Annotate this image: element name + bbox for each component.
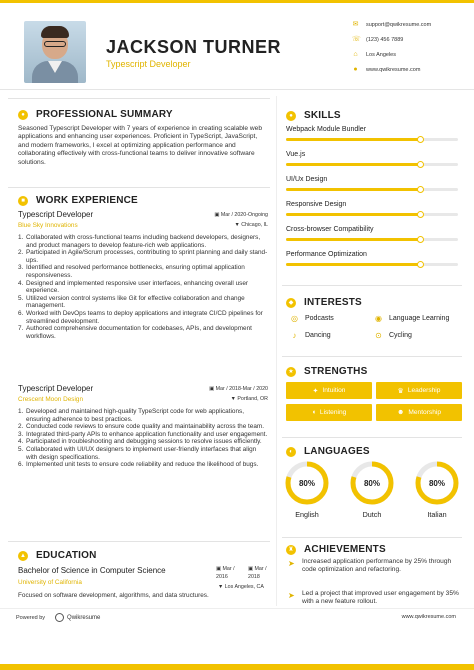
section-rule <box>8 187 270 188</box>
language-ring <box>414 460 460 506</box>
skill-bar-fill <box>286 263 420 266</box>
interests-list <box>290 314 460 340</box>
calendar-icon: ▣ <box>248 566 255 572</box>
language-item <box>282 460 332 519</box>
list-item: 5. Collaborated with UI/UX designers to implement user-friendly interfaces that align with design specifications. <box>18 445 257 461</box>
intuition-icon: ✦ <box>312 387 319 395</box>
skill-bar-knob <box>417 236 424 243</box>
listening-icon: ◖ <box>311 409 316 416</box>
column-divider <box>276 96 277 606</box>
skill-bar-knob <box>417 211 424 218</box>
section-rule <box>282 537 462 538</box>
skills-icon: ● <box>286 111 296 121</box>
phone-icon: ☏ <box>352 36 361 43</box>
contact-location: ⌂ Los Angeles <box>353 51 396 58</box>
bottom-accent-bar <box>0 664 474 670</box>
summary-text: Seasoned Typescript Developer with 7 years of experience in creating scalable web applications and enhancing user experiences. Proficient in TypeScript, JavaScript, and modern frameworks, I excel at optimizing application performance and collaborating effectively with cross-functional teams to deliver innovative software solutions. <box>18 125 262 166</box>
footer-divider <box>0 608 474 609</box>
calendar-icon: ▣ <box>209 386 216 392</box>
contact-phone[interactable]: ☏ (123) 456 7889 <box>352 36 404 43</box>
language-item <box>412 460 462 519</box>
section-rule <box>8 98 270 99</box>
skill-bar <box>286 138 458 141</box>
skill-bar-fill <box>286 163 420 166</box>
list-item: 2. Participated in Agile/Scrum processes, contributing to sprint planning and daily stand-ups. <box>18 249 268 264</box>
language-item <box>347 460 397 519</box>
achievements-heading: ♜ ACHIEVEMENTS <box>286 544 386 555</box>
list-item: 1. Developed and maintained high-quality TypeScript code for web applications, ensuring adherence to best practices. <box>18 408 245 423</box>
section-rule <box>8 541 270 542</box>
education-end-date: ▣ Mar / 2018 ▼ Los Angeles, CA <box>218 566 267 590</box>
language-name: English <box>295 510 319 519</box>
language-ring <box>284 460 330 506</box>
skill-item <box>286 151 458 176</box>
skill-bar <box>286 213 458 216</box>
language-percent: 80% <box>428 479 446 488</box>
skill-label: Cross-browser Compatibility <box>286 226 374 233</box>
resume-header <box>0 3 474 89</box>
interest-item: ◉ Language Learning <box>375 314 450 323</box>
job-bullets <box>18 408 268 469</box>
degree: Bachelor of Science in Computer Science <box>18 566 166 575</box>
skill-item <box>286 226 458 251</box>
interests-heading: ◆ INTERESTS <box>286 297 362 308</box>
list-item: 2. Conducted code reviews to ensure code quality and maintainability across the team. <box>18 423 265 431</box>
contact-email[interactable]: ✉ support@qwikresume.com <box>352 21 432 28</box>
skill-bar-knob <box>417 261 424 268</box>
graduation-cap-icon: ▲ <box>18 551 28 561</box>
section-rule <box>282 356 462 357</box>
languages-list <box>282 460 462 519</box>
job-meta: ▣ Mar / 2018-Mar / 2020 ▼ Portland, OR <box>209 386 268 402</box>
location-pin-icon: ▼ <box>230 396 238 402</box>
skill-item <box>286 251 458 276</box>
interest-item: ◎ Podcasts <box>291 314 334 323</box>
globe-icon: ● <box>353 66 358 73</box>
job-meta: ▣ Mar / 2020-Ongoing ▼ Chicago, IL <box>214 212 268 228</box>
skill-bar <box>286 163 458 166</box>
experience-heading: ■ WORK EXPERIENCE <box>18 195 138 206</box>
calendar-icon: ▣ <box>214 212 221 218</box>
mentorship-icon: ☻ <box>397 409 405 416</box>
location-pin-icon: ▼ <box>218 584 225 590</box>
skills-heading: ● SKILLS <box>286 110 341 121</box>
list-item: 4. Participated in troubleshooting and debugging sessions to resolve issues efficiently. <box>18 438 262 446</box>
header-divider <box>0 89 474 90</box>
strength-badge: ✦ Intuition <box>286 382 372 399</box>
strength-badge: ♛ Leadership <box>376 382 462 399</box>
list-item: 7. Authored comprehensive documentation for codebases, APIs, and development workflows. <box>18 325 252 340</box>
language-icon: ◉ <box>375 314 382 323</box>
skill-item <box>286 126 458 151</box>
education-entry <box>18 566 268 599</box>
language-percent: 80% <box>298 479 316 488</box>
job-company: Blue Sky Innovations <box>18 222 78 229</box>
candidate-name: JACKSON TURNER <box>106 37 282 57</box>
education-start-date: ▣ Mar / 2016 <box>216 566 235 580</box>
footer-powered-by: Powered by Qwikresume <box>16 614 101 621</box>
skill-label: Webpack Module Bundler <box>286 126 367 133</box>
interest-item: ⊙ Cycling <box>375 331 412 340</box>
school: University of California <box>18 578 82 586</box>
job-company: Crescent Moon Design <box>18 396 84 403</box>
strengths-icon: ★ <box>286 367 296 377</box>
candidate-title: Typescript Developer <box>106 59 191 69</box>
skill-bar <box>286 188 458 191</box>
footer-url[interactable]: www.qwikresume.com <box>401 614 456 620</box>
podcast-icon: ◎ <box>291 314 298 323</box>
skill-bar <box>286 263 458 266</box>
skill-label: Vue.js <box>286 151 306 158</box>
interest-item: ♪ Dancing <box>290 331 374 340</box>
language-percent: 80% <box>363 479 381 488</box>
language-ring <box>349 460 395 506</box>
qwikresume-logo-icon <box>55 613 64 622</box>
languages-icon: ◐ <box>286 447 296 457</box>
list-item: 3. Integrated third-party APIs to enhance application functionality and user engagement. <box>18 430 268 438</box>
job-entry-1 <box>18 210 268 340</box>
skill-label: UI/Ux Design <box>286 176 328 183</box>
profile-photo <box>24 21 86 83</box>
leadership-icon: ♛ <box>397 387 404 395</box>
skill-item <box>286 201 458 226</box>
skill-bar <box>286 238 458 241</box>
strengths-list <box>286 382 462 421</box>
achievement-item: ➤ Led a project that improved user engagement by 35% with a new feature rollout. <box>288 590 459 605</box>
skill-label: Responsive Design <box>286 201 347 208</box>
location-icon: ⌂ <box>353 51 358 58</box>
calendar-icon: ▣ <box>216 566 223 572</box>
skill-bar-fill <box>286 238 420 241</box>
contact-website[interactable]: ● www.qwikresume.com <box>353 66 421 73</box>
briefcase-icon: ■ <box>18 196 28 206</box>
skill-bar-knob <box>417 136 424 143</box>
dancing-icon: ♪ <box>292 331 297 340</box>
section-rule <box>282 285 462 286</box>
rocket-icon: ➤ <box>288 591 295 600</box>
job-title: Typescript Developer <box>18 210 94 219</box>
job-title: Typescript Developer <box>18 384 94 393</box>
interests-icon: ◆ <box>286 298 296 308</box>
list-item: 6. Implemented unit tests to ensure code reliability and reduce the likelihood of bugs. <box>18 461 259 469</box>
achievement-item: ➤ Increased application performance by 25% through code optimization and refactoring. <box>288 558 452 573</box>
skill-bar-fill <box>286 213 420 216</box>
trophy-icon: ♜ <box>286 545 296 555</box>
language-name: Italian <box>427 510 447 519</box>
strengths-heading: ★ STRENGTHS <box>286 366 367 377</box>
location-pin-icon: ▼ <box>234 222 242 228</box>
list-item: 1. Collaborated with cross-functional teams including backend developers, designers, and product managers to develop feature-rich web applications. <box>18 234 261 249</box>
skills-list <box>286 126 458 276</box>
skill-bar-fill <box>286 188 420 191</box>
languages-heading: ◐ LANGUAGES <box>286 446 370 457</box>
skill-item <box>286 176 458 201</box>
summary-icon: ● <box>18 110 28 120</box>
language-name: Dutch <box>362 510 382 519</box>
education-heading: ▲ EDUCATION <box>18 550 97 561</box>
cycling-icon: ⊙ <box>375 331 382 340</box>
skill-label: Performance Optimization <box>286 251 367 258</box>
list-item: 6. Worked with DevOps teams to deploy applications and integrate CI/CD pipelines for streamlined development. <box>18 309 263 325</box>
skill-bar-knob <box>417 186 424 193</box>
footer-brand[interactable]: Qwikresume <box>67 614 101 621</box>
list-item: 3. Identified and resolved performance bottlenecks, ensuring optimal application responsiveness. <box>18 264 245 279</box>
education-description: Focused on software development, algorithms, and data structures. <box>18 591 209 599</box>
rocket-icon: ➤ <box>288 559 295 568</box>
skill-bar-knob <box>417 161 424 168</box>
strength-badge: ☻ Mentorship <box>376 404 462 421</box>
section-rule <box>282 437 462 438</box>
job-bullets <box>18 234 268 340</box>
summary-heading: ● PROFESSIONAL SUMMARY <box>18 109 173 120</box>
contact-info <box>352 17 472 77</box>
list-item: 4. Designed and implemented responsive user interfaces, enhancing overall user experience. <box>18 279 249 295</box>
strength-badge: ◖ Listening <box>286 404 372 421</box>
list-item: 5. Utilized version control systems like Git for effective collaboration and change management. <box>18 294 245 310</box>
mail-icon: ✉ <box>352 21 359 28</box>
skill-bar-fill <box>286 138 420 141</box>
job-entry-2 <box>18 384 268 469</box>
